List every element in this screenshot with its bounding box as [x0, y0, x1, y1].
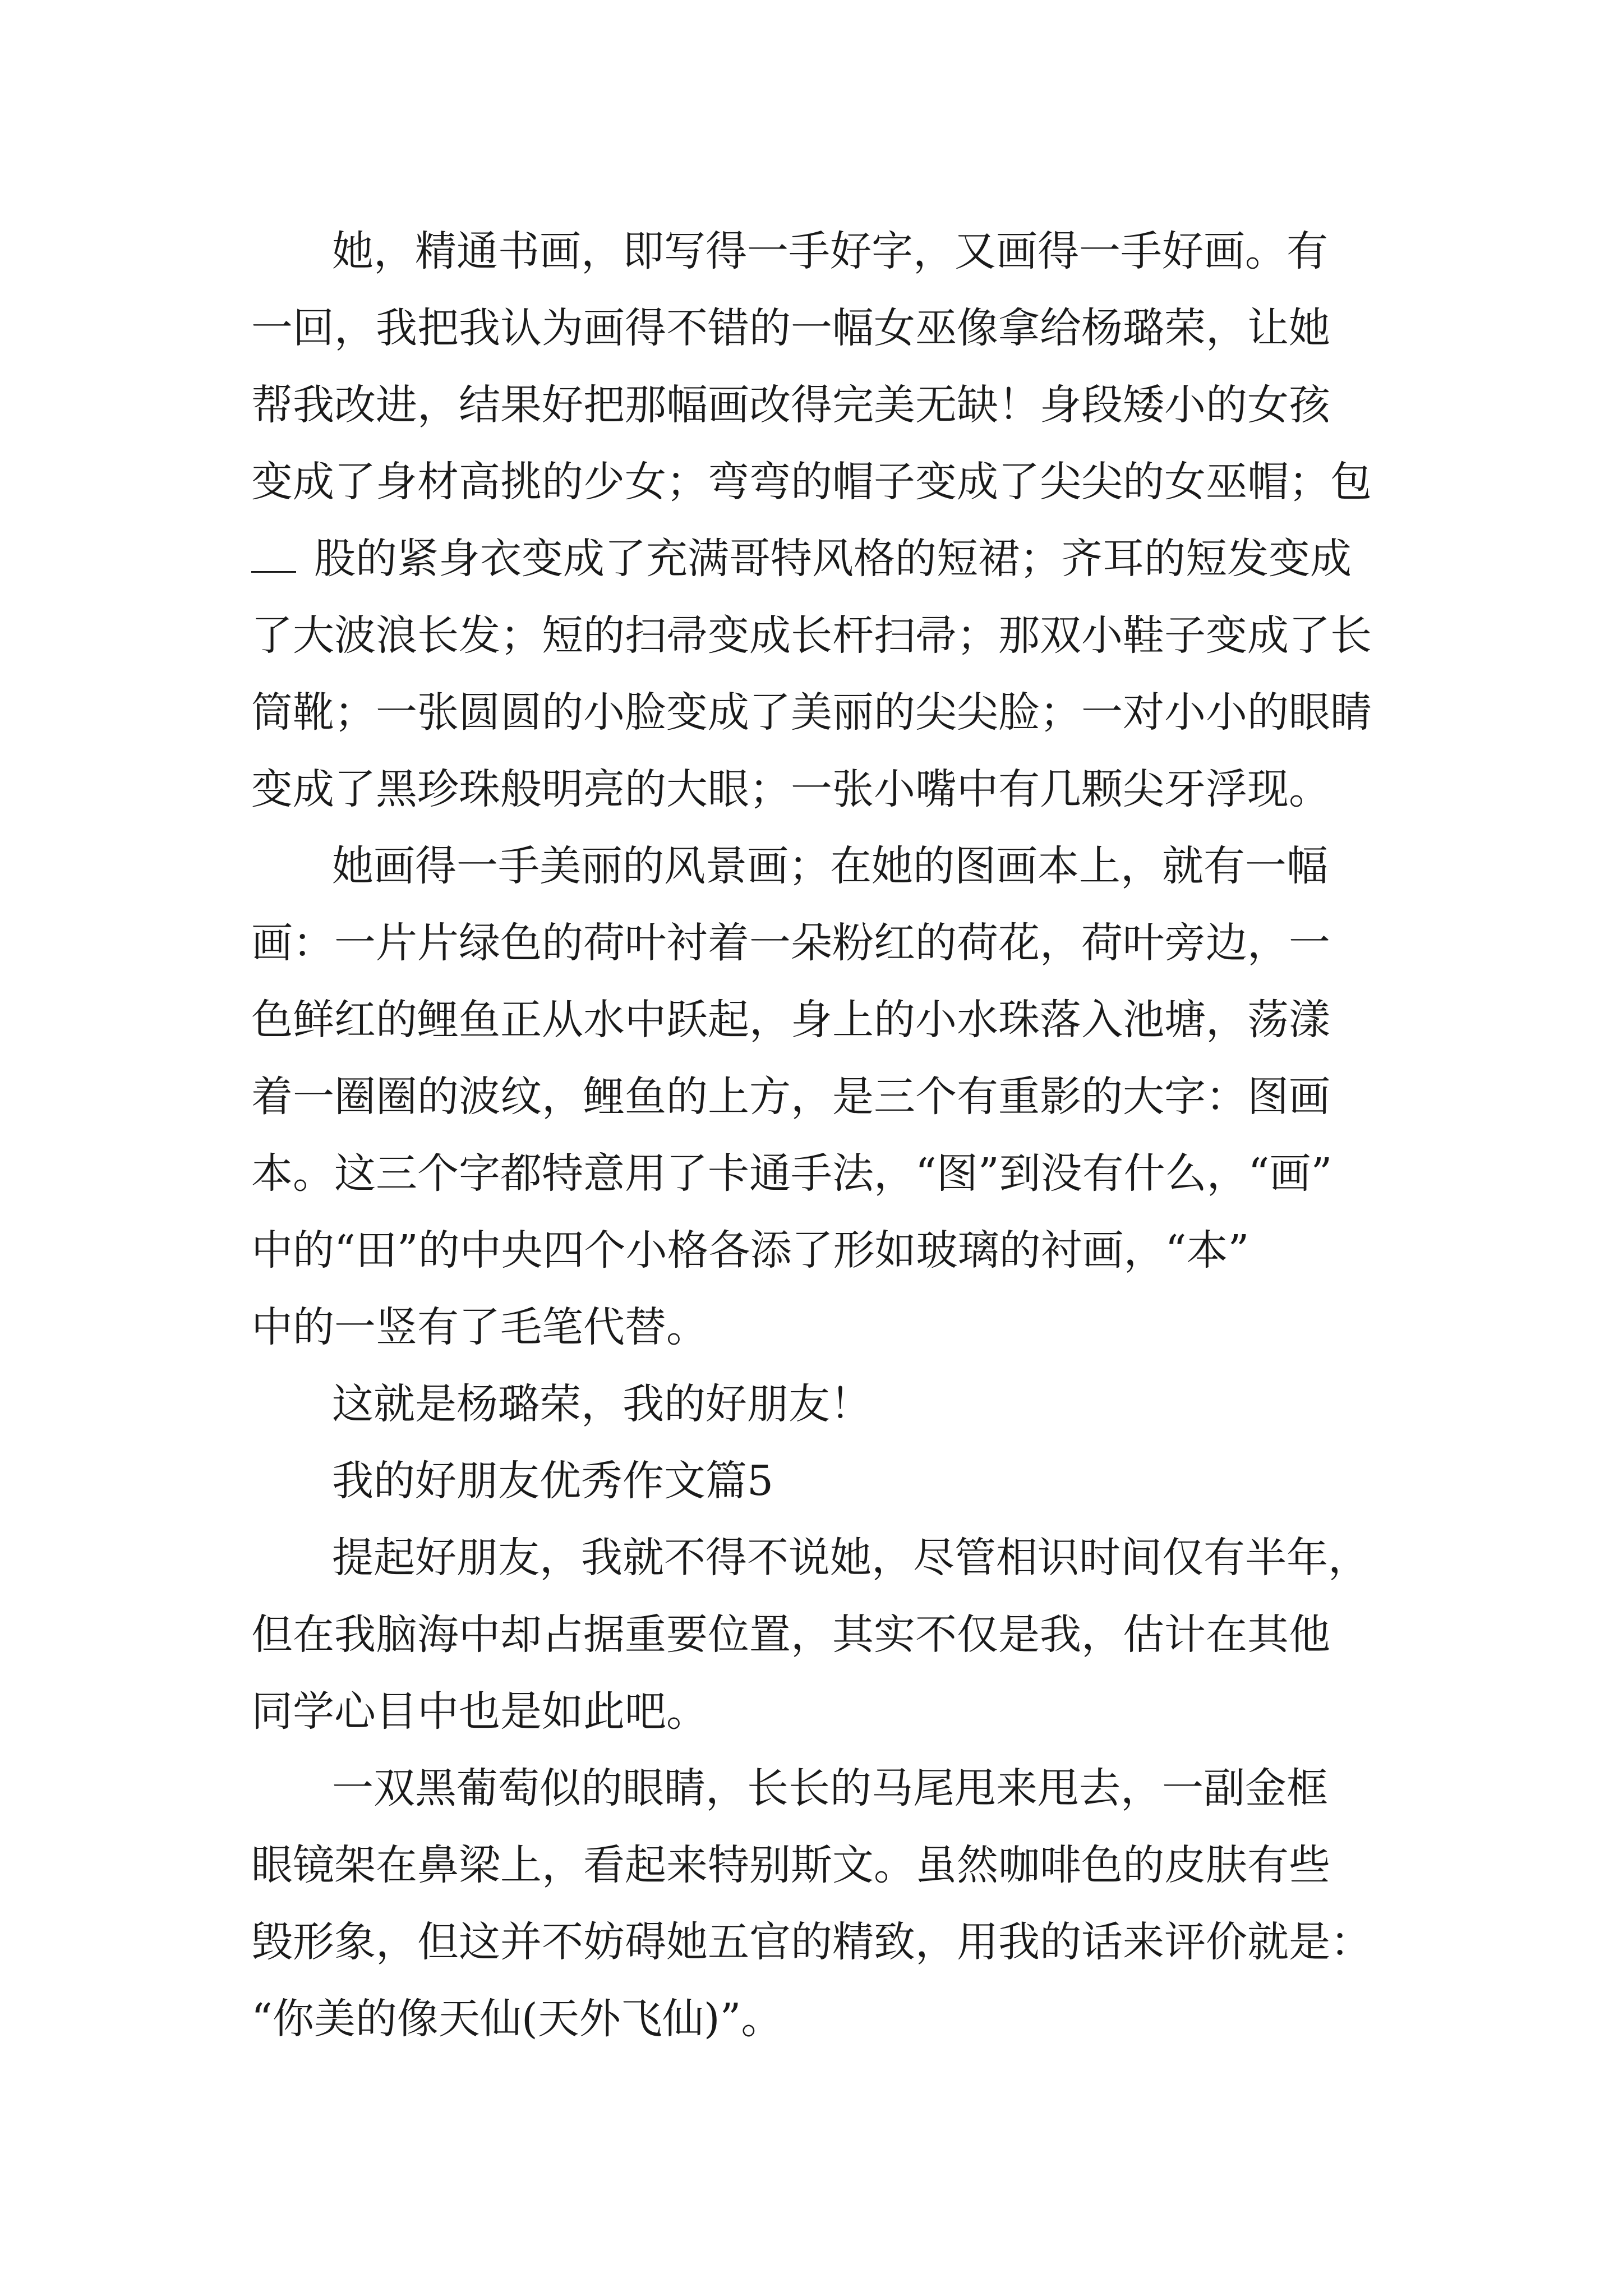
text-line: “你美的像天仙(天外飞仙)”。 — [251, 1995, 783, 2043]
text-line: 变成了身材高挑的少女；弯弯的帽子变成了尖尖的女巫帽；包 — [251, 458, 1372, 506]
text-line: 一回，我把我认为画得不错的一幅女巫像拿给杨璐荣，让她 — [251, 304, 1330, 352]
text-line: 本。这三个字都特意用了卡通手法，“图”到没有什么，“画” — [251, 1149, 1332, 1198]
text-line: 她画得一手美丽的风景画；在她的图画本上，就有一幅 — [332, 842, 1328, 890]
text-line: 帮我改进，结果好把那幅画改得完美无缺！身段矮小的女孩 — [251, 381, 1330, 429]
text-line: 同学心目中也是如此吧。 — [251, 1687, 708, 1736]
text-line: 画：一片片绿色的荷叶衬着一朵粉红的荷花，荷叶旁边，一 — [251, 919, 1330, 967]
text-line: 中的一竖有了毛笔代替。 — [251, 1303, 708, 1351]
section-heading: 我的好朋友优秀作文篇5 — [332, 1457, 774, 1505]
text-line-content: 股的紧身衣变成了充满哥特风格的短裙；齐耳的短发变成 — [314, 535, 1352, 583]
text-line: 着一圈圈的波纹，鲤鱼的上方，是三个有重影的大字：图画 — [251, 1073, 1330, 1121]
text-line: 毁形象，但这并不妨碍她五官的精致，用我的话来评价就是： — [251, 1918, 1372, 1966]
text-line: 了大波浪长发；短的扫帚变成长杆扫帚；那双小鞋子变成了长 — [251, 611, 1372, 660]
margin-rule — [251, 571, 296, 573]
text-line: 提起好朋友，我就不得不说她，尽管相识时间仅有半年， — [332, 1534, 1370, 1582]
text-line: 筒靴；一张圆圆的小脸变成了美丽的尖尖脸；一对小小的眼睛 — [251, 688, 1372, 737]
text-line: 这就是杨璐荣，我的好朋友！ — [332, 1380, 872, 1428]
text-line-with-rule — [251, 521, 1384, 597]
document-page — [251, 213, 1384, 2058]
text-line: 中的“田”的中央四个小格各添了形如玻璃的衬画，“本” — [251, 1226, 1249, 1274]
text-line: 她，精通书画，即写得一手好字，又画得一手好画。有 — [332, 227, 1328, 275]
text-line: 色鲜红的鲤鱼正从水中跃起，身上的小水珠落入池塘，荡漾 — [251, 996, 1330, 1044]
text-line: 变成了黑珍珠般明亮的大眼；一张小嘴中有几颗尖牙浮现。 — [251, 765, 1330, 813]
text-line: 但在我脑海中却占据重要位置，其实不仅是我，估计在其他 — [251, 1611, 1330, 1659]
text-line: 眼镜架在鼻梁上，看起来特别斯文。虽然咖啡色的皮肤有些 — [251, 1841, 1330, 1889]
text-line: 一双黑葡萄似的眼睛，长长的马尾甩来甩去，一副金框 — [332, 1764, 1328, 1812]
